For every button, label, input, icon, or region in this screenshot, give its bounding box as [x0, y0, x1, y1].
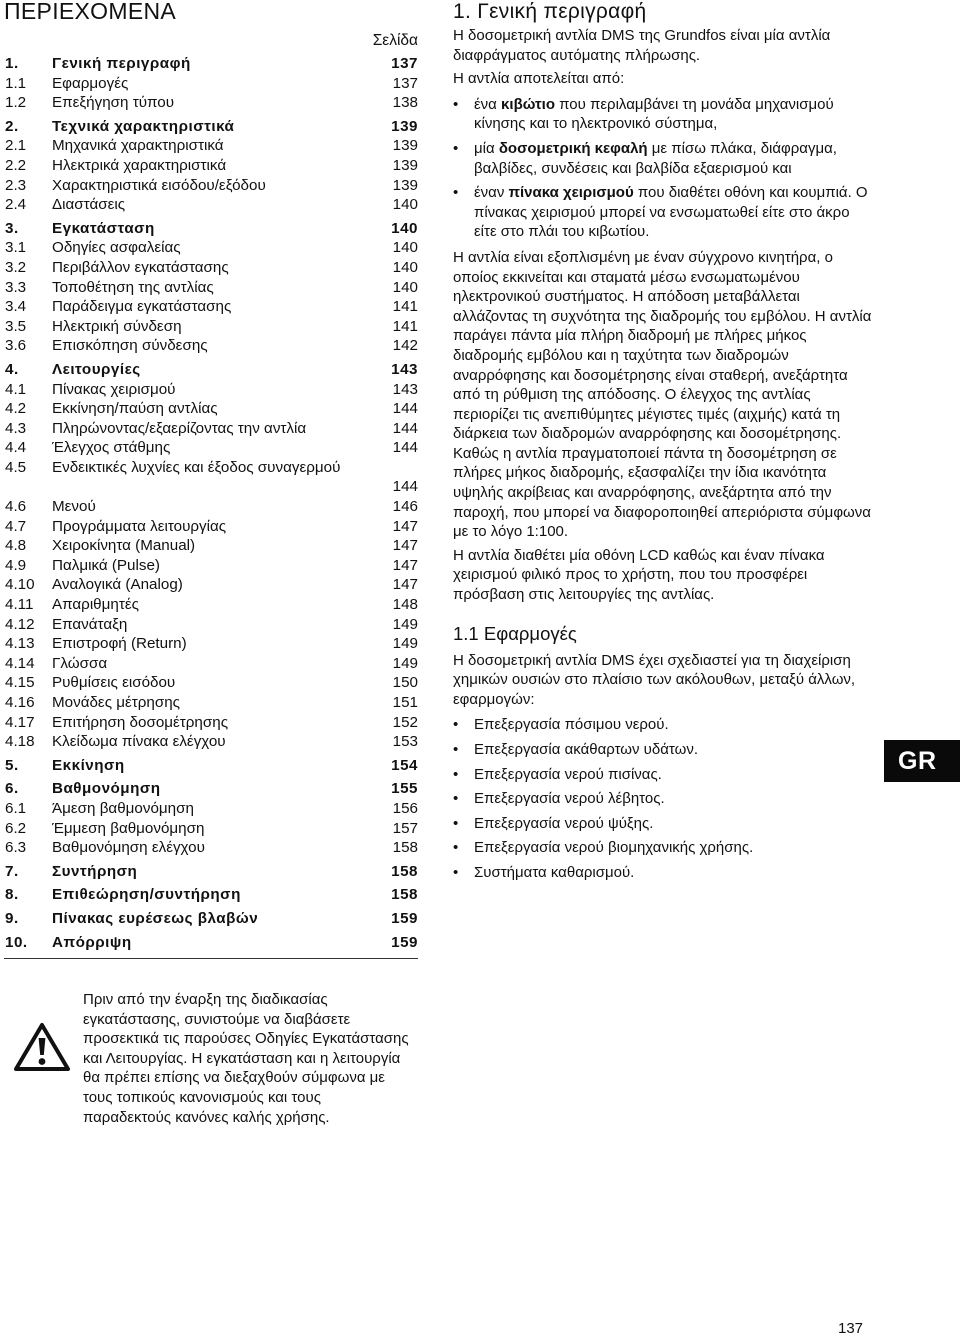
toc-entry-page: 139 [392, 176, 418, 194]
warning-text: Πριν από την έναρξη της διαδικασίας εγκατάστασης, συνιστούμε να διαβάσετε προσεκτικά τις παρούσες Οδηγίες Εγκατάστασης και Λειτουργίας. Η εγκατάσταση και η λειτουργία θα πρέπει επίσης να διεξαχθούν σύμφωνα με τους τοπικούς κανονισμούς και τους παραδεκτούς κανόνες καλής χρήσης. [83, 991, 409, 1126]
toc-entry-number: 8. [5, 886, 19, 904]
toc-entry-number: 3. [5, 219, 19, 237]
toc-entry-title: Εγκατάσταση [52, 219, 155, 237]
toc-entry-number: 2.1 [5, 137, 27, 155]
bullet-icon: • [453, 741, 459, 758]
application-item [453, 789, 873, 809]
application-text: Επεξεργασία νερού βιομηχανικής χρήσης. [474, 839, 754, 857]
toc-entry-title: Εκκίνηση [52, 756, 125, 774]
toc-entry-page: 137 [392, 74, 418, 92]
toc-entry-title: Παλμικά (Pulse) [52, 556, 160, 574]
toc-page-column-header: Σελίδα [372, 32, 418, 49]
toc-entry [5, 74, 418, 94]
application-text: Επεξεργασία ακάθαρτων υδάτων. [474, 741, 698, 758]
toc-entry-number: 4.9 [5, 556, 27, 574]
toc-entry-title: Επιτήρηση δοσομέτρησης [52, 713, 229, 731]
toc-entry [5, 93, 418, 113]
toc-entry-page: 159 [391, 933, 418, 951]
toc-entry-number: 4.1 [5, 380, 27, 398]
applications-list [453, 715, 873, 882]
toc-entry-title: Τεχνικά χαρακτηριστικά [52, 117, 235, 135]
toc-entry-number: 5. [5, 756, 19, 774]
section-title: 1. Γενική περιγραφή [453, 0, 647, 23]
toc-entry-page: 140 [392, 196, 418, 214]
toc-entry [5, 799, 418, 819]
toc-entry [5, 556, 418, 576]
toc-entry-title: Επισκόπηση σύνδεσης [52, 337, 208, 355]
toc-entry-number: 4.13 [5, 635, 35, 653]
toc-entry [5, 419, 418, 439]
toc-entry-number: 6.2 [5, 819, 27, 837]
toc-entry-title: Πίνακας χειρισμού [52, 380, 176, 398]
application-text: Επεξεργασία νερού ψύξης. [474, 814, 654, 832]
toc-entry-number: 4. [5, 360, 19, 378]
toc-entry-title: Διαστάσεις [52, 196, 126, 214]
toc-entry [5, 634, 418, 654]
toc-entry [5, 380, 418, 400]
application-text: Επεξεργασία νερού πισίνας. [474, 765, 662, 783]
toc-entry [5, 458, 418, 497]
page-number: 137 [838, 1320, 864, 1337]
application-text: Επεξεργασία νερού λέβητος. [474, 790, 665, 808]
toc-entry-number: 4.10 [5, 576, 35, 594]
applications-intro: Η δοσομετρική αντλία DMS έχει σχεδιαστεί για τη διαχείριση χημικών ουσιών στο πλαίσιο των ακόλουθων, μεταξύ άλλων, εφαρμογών: [453, 651, 856, 708]
application-item [453, 863, 873, 883]
toc-entry-number: 4.4 [5, 439, 27, 457]
toc-title: ΠΕΡΙΕΧΟΜΕΝΑ [4, 0, 177, 24]
toc-entry-number: 3.1 [5, 239, 27, 257]
toc-entry-page: 147 [392, 576, 418, 594]
toc-entry-number: 1.2 [5, 94, 27, 112]
toc-entry-page: 143 [391, 360, 418, 378]
toc-entry-title: Απαριθμητές [52, 596, 139, 614]
toc-entry-number: 1. [5, 55, 19, 72]
component-text: με πίσω πλάκα, διάφραγμα, βαλβίδες, συνδέσεις και βαλβίδα εξαερισμού και [474, 139, 837, 177]
toc-entry-page: 159 [391, 909, 418, 927]
toc-entry-page: 140 [391, 219, 418, 237]
toc-entry [5, 838, 418, 858]
toc-entry-page: 144 [392, 478, 418, 496]
toc-entry-number: 10. [5, 933, 28, 951]
toc-entry [5, 238, 418, 258]
component-keyword: κιβώτιο [501, 95, 555, 113]
application-item [453, 814, 873, 834]
toc-entry [5, 595, 418, 615]
toc-entry-page: 149 [392, 635, 418, 653]
toc-entry-number: 4.7 [5, 517, 27, 535]
toc-entry-page: 140 [392, 239, 418, 257]
toc-entry-page: 148 [392, 596, 418, 614]
toc-entry [5, 278, 418, 298]
application-item [453, 740, 873, 760]
toc-entry [5, 54, 418, 74]
bullet-icon: • [453, 716, 459, 734]
toc-entry [5, 713, 418, 733]
toc-entry-number: 4.2 [5, 400, 27, 418]
bullet-icon: • [453, 95, 459, 113]
language-tab [884, 740, 960, 782]
toc-entry-page: 139 [392, 137, 418, 155]
toc-entry [5, 615, 418, 635]
toc-entry-number: 4.3 [5, 419, 27, 437]
bullet-icon: • [453, 839, 459, 857]
toc-entry-title: Επιθεώρηση/συντήρηση [52, 886, 241, 904]
toc-entry-title: Βαθμονόμηση [52, 780, 161, 798]
toc-entry [5, 336, 418, 356]
toc-entry-title: Επεξήγηση τύπου [52, 94, 175, 112]
toc-entry [5, 654, 418, 674]
component-text: έναν [474, 184, 509, 202]
toc-entry [5, 497, 418, 517]
toc-entry-title: Εκκίνηση/παύση αντλίας [52, 400, 218, 418]
toc-entry-page: 139 [392, 156, 418, 174]
application-text: Επεξεργασία πόσιμου νερού. [474, 716, 669, 734]
bullet-icon: • [453, 790, 459, 808]
toc-entry-title: Μενού [52, 498, 96, 516]
toc-entry-title: Βαθμονόμηση ελέγχου [52, 839, 205, 857]
toc-entry [5, 219, 418, 239]
bullet-icon: • [453, 184, 459, 202]
toc-entry-number: 9. [5, 909, 19, 927]
toc-entry-number: 3.5 [5, 317, 27, 335]
component-text: ένα [474, 95, 502, 113]
toc-entry-number: 4.15 [5, 674, 35, 692]
toc-entry-number: 4.6 [5, 498, 27, 516]
toc-entry [5, 673, 418, 693]
toc-entry-number: 2.4 [5, 196, 27, 214]
toc-entry-title: Τοποθέτηση της αντλίας [52, 278, 214, 296]
toc-entry [5, 885, 418, 905]
toc-entry-title: Μηχανικά χαρακτηριστικά [52, 137, 224, 155]
toc-entry-page: 140 [392, 258, 418, 276]
toc-entry [5, 297, 418, 317]
toc-entry-page: 150 [392, 674, 418, 692]
warning-triangle-icon [14, 1022, 70, 1072]
toc-entry-title: Περιβάλλον εγκατάστασης [52, 258, 229, 276]
toc-entry-page: 151 [392, 694, 418, 711]
component-item [453, 95, 873, 134]
content-column [453, 0, 873, 889]
toc-entry-page: 147 [392, 537, 418, 555]
toc-entry-page: 138 [392, 94, 418, 112]
component-keyword: δοσομετρική κεφαλή [498, 139, 648, 157]
toc-entry-number: 1.1 [5, 74, 27, 92]
toc-entry-number: 4.16 [5, 694, 35, 711]
component-item [453, 183, 873, 242]
toc-entry-title: Έλεγχος στάθμης [52, 439, 171, 457]
toc-entry-title: Ηλεκτρικά χαρακτηριστικά [52, 156, 227, 174]
toc-entry-page: 158 [392, 839, 418, 857]
bullet-icon: • [453, 814, 459, 832]
application-item [453, 765, 873, 785]
toc-entry-title: Παράδειγμα εγκατάστασης [52, 298, 232, 316]
component-text: που διαθέτει οθόνη και κουμπιά. Ο πίνακας χειρισμού μπορεί να ενσωματωθεί είτε στο άκρο είτε στο πλάι του κιβωτίου. [474, 184, 868, 241]
bullet-icon: • [453, 765, 459, 783]
toc-entry-page: 144 [392, 400, 418, 418]
toc-entry [5, 176, 418, 196]
toc-entry-title: Άμεση βαθμονόμηση [52, 799, 194, 817]
toc-list [5, 54, 418, 952]
toc-entry-number: 4.12 [5, 615, 35, 633]
toc-entry-page: 153 [392, 733, 418, 751]
toc-entry-number: 3.2 [5, 258, 27, 276]
toc-entry [5, 258, 418, 278]
toc-entry [5, 819, 418, 839]
toc-entry-number: 3.3 [5, 278, 27, 296]
toc-entry-title: Χειροκίνητα (Manual) [52, 537, 196, 555]
toc-entry-title: Ενδεικτικές λυχνίες και έξοδος συναγερμού [52, 458, 341, 476]
toc-entry-page: 144 [392, 439, 418, 457]
toc-entry-number: 6.1 [5, 799, 27, 817]
bullet-icon: • [453, 863, 459, 881]
toc-entry-page: 146 [392, 498, 418, 516]
toc-entry-number: 7. [5, 862, 19, 880]
toc-entry [5, 933, 418, 953]
toc-entry-number: 4.14 [5, 654, 35, 672]
toc-entry-title: Οδηγίες ασφαλείας [52, 239, 181, 257]
toc-entry-title: Λειτουργίες [52, 360, 141, 378]
component-text: μία [474, 139, 499, 157]
toc-entry-page: 139 [391, 117, 418, 135]
toc-entry [5, 779, 418, 799]
toc-entry-title: Προγράμματα λειτουργίας [52, 517, 227, 535]
toc-entry [5, 317, 418, 337]
toc-entry-number: 6.3 [5, 839, 27, 857]
toc-entry-title: Χαρακτηριστικά εισόδου/εξόδου [52, 176, 266, 194]
toc-entry-number: 2.2 [5, 156, 27, 174]
toc-entry-page: 142 [392, 337, 418, 355]
toc-entry-page: 140 [392, 278, 418, 296]
toc-entry [5, 575, 418, 595]
subsection-title: 1.1 Εφαρμογές [453, 622, 577, 644]
toc-entry-page: 141 [392, 317, 418, 335]
toc-entry-title: Γλώσσα [52, 654, 108, 672]
application-item [453, 715, 873, 735]
toc-entry-title: Απόρριψη [52, 933, 132, 951]
toc-entry-page: 156 [392, 799, 418, 817]
components-intro: Η αντλία αποτελείται από: [453, 70, 625, 88]
toc-entry-title: Ηλεκτρική σύνδεση [52, 317, 182, 335]
toc-entry [5, 360, 418, 380]
toc-entry-page: 143 [392, 380, 418, 398]
toc-entry-title: Ρυθμίσεις εισόδου [52, 674, 176, 692]
toc-entry-number: 2. [5, 117, 19, 135]
toc-entry [5, 117, 418, 137]
toc-entry [5, 399, 418, 419]
toc-entry [5, 862, 418, 882]
toc-entry-page: 147 [392, 556, 418, 574]
toc-entry [5, 156, 418, 176]
toc-divider [4, 958, 418, 959]
toc-entry-number: 4.5 [5, 458, 27, 476]
toc-entry [5, 693, 418, 713]
toc-entry-title: Αναλογικά (Analog) [52, 576, 183, 594]
intro-paragraph: Η δοσομετρική αντλία DMS της Grundfos είναι μία αντλία διαφράγματος αυτόματης πλήρωσης. [453, 27, 831, 64]
toc-entry-number: 4.18 [5, 733, 35, 751]
toc-entry-page: 147 [392, 517, 418, 535]
toc-entry-page: 157 [392, 819, 418, 837]
toc-entry-number: 6. [5, 780, 19, 798]
language-tab-label: GR [898, 747, 937, 775]
toc-entry-page: 141 [392, 298, 418, 316]
component-keyword: πίνακα χειρισμού [508, 184, 634, 202]
toc-entry-page: 152 [392, 713, 418, 731]
toc-entry-page: 149 [392, 654, 418, 672]
motor-paragraph: Η αντλία είναι εξοπλισμένη με έναν σύγχρονο κινητήρα, ο οποίος εκκινείται και σταματά μέσω ενσωματωμένου ηλεκτρονικού συστήματος. Η απόδοση μεταβάλλεται αλλάζοντας τη συχνότητα της διαδρομής του εμβόλου. Η αντλία παράγει πάντα μία πλήρη διαδρομή με πλήρες μήκος διαδρομής εμβόλου και η ταχύτητα των διαδρομών αναρρόφησης και δοσομέτρησης είναι σταθερή, ανεξάρτητα από τη ρύθμιση της απόδοσης. Ο έλεγχος της αντλίας περιορίζει τις ανεπιθύμητες μέγιστες τιμές (αιχμής) κατά τη διάρκεια των διαδρομών αναρρόφησης και δοσομέτρησης. Καθώς η αντλία πραγματοποιεί πάντα τη δοσομέτρηση σε πλήρες μήκος διαδρομής, εξασφαλίζει την ίδια ικανότητα υψηλής ακρίβειας και αναρρόφησης, ανεξάρτητα από την παροχή, που μπορεί να διαφοροποιηθεί απεριόριστα σύμφωνα με το λόγο 1:100. [453, 248, 872, 541]
toc-entry-number: 4.11 [5, 596, 34, 614]
toc-entry-page: 154 [391, 756, 418, 774]
toc-entry [5, 136, 418, 156]
toc-entry [5, 909, 418, 929]
toc-entry-title: Εφαρμογές [52, 74, 129, 92]
toc-entry-number: 3.4 [5, 298, 27, 316]
toc-entry-title: Έμμεση βαθμονόμηση [52, 819, 205, 837]
toc-entry-number: 3.6 [5, 337, 27, 355]
component-text: που περιλαμβάνει τη μονάδα μηχανισμού κίνησης και το ηλεκτρονικό σύστημα, [474, 95, 834, 133]
component-item [453, 139, 873, 178]
toc-entry-number: 4.17 [5, 713, 35, 731]
toc-entry-page: 137 [391, 55, 418, 72]
toc-entry-title: Κλείδωμα πίνακα ελέγχου [52, 733, 226, 751]
toc-entry-title: Επιστροφή (Return) [52, 635, 187, 653]
toc-entry-page: 158 [391, 862, 418, 880]
toc-entry-title: Συντήρηση [52, 862, 138, 880]
toc-entry [5, 438, 418, 458]
toc-entry [5, 195, 418, 215]
toc-entry-number: 4.8 [5, 537, 27, 555]
application-item [453, 838, 873, 858]
toc-entry-title: Επανάταξη [52, 615, 128, 633]
application-text: Συστήματα καθαρισμού. [474, 863, 635, 881]
toc-entry-page: 144 [392, 419, 418, 437]
bullet-icon: • [453, 139, 459, 157]
toc-entry [5, 756, 418, 776]
toc-entry-page: 149 [392, 615, 418, 633]
components-list [453, 95, 873, 242]
lcd-paragraph: Η αντλία διαθέτει μία οθόνη LCD καθώς και έναν πίνακα χειρισμού φιλικό προς το χρήστη, που του προσφέρει πρόσβαση στις λειτουργίες της αντλίας. [453, 546, 825, 604]
toc-entry-page: 158 [391, 886, 418, 904]
toc-entry-number: 2.3 [5, 176, 27, 194]
toc-entry [5, 517, 418, 537]
toc-entry [5, 732, 418, 752]
toc-entry-page: 155 [391, 780, 418, 798]
toc-entry-title: Μονάδες μέτρησης [52, 694, 180, 711]
toc-entry-title: Γενική περιγραφή [52, 55, 191, 72]
toc-entry-title: Πίνακας ευρέσεως βλαβών [52, 909, 259, 927]
toc-entry [5, 536, 418, 556]
toc-entry-title: Πληρώνοντας/εξαερίζοντας την αντλία [52, 419, 307, 437]
